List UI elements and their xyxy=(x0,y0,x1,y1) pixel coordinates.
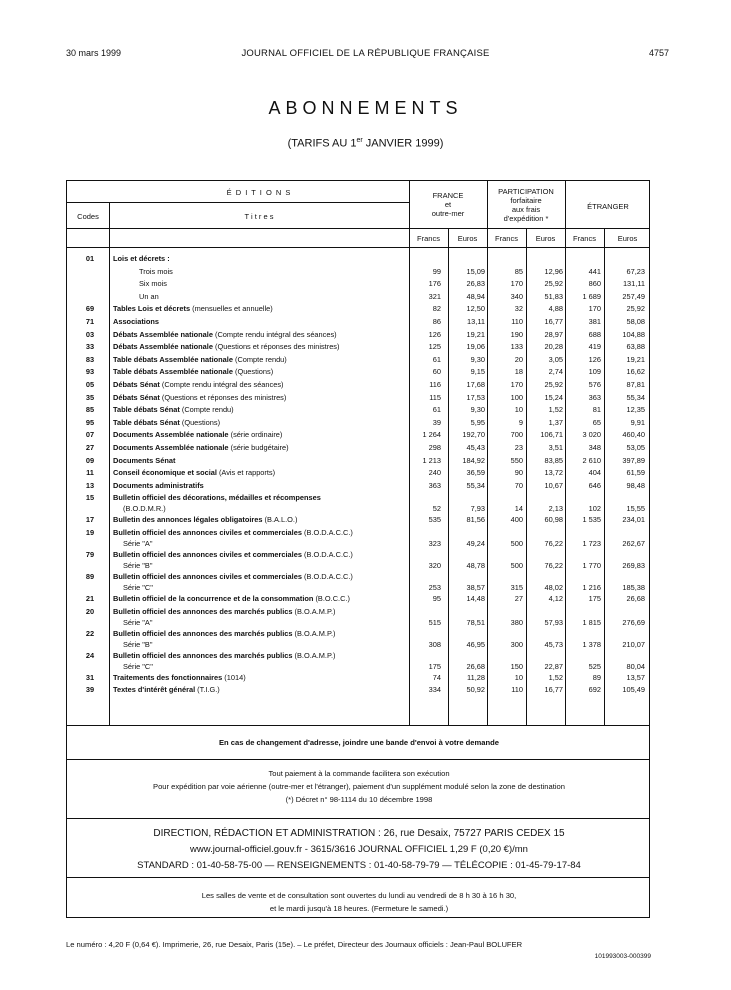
row-value: 16,77 xyxy=(544,685,563,695)
row-code: 69 xyxy=(85,304,95,314)
table-row xyxy=(67,404,651,417)
row-code: 39 xyxy=(85,685,95,695)
row-code: 89 xyxy=(85,572,95,581)
row-value: 110 xyxy=(511,317,523,326)
row-value: 18 xyxy=(514,367,523,377)
row-value: 234,01 xyxy=(622,515,645,525)
page-subtitle: (TARIFS AU 1er JANVIER 1999) xyxy=(287,137,444,150)
row-value: 15,55 xyxy=(626,504,645,514)
unit-header: Euros xyxy=(617,234,638,243)
row-value: 348 xyxy=(588,443,601,452)
row-value: 190 xyxy=(510,329,523,339)
phone-line: STANDARD : 01-40-58-75-00 — RENSEIGNEMENTS : 01-40-58-79-79 — TÉLÉCOPIE : 01-45-79-17-84 xyxy=(137,860,581,871)
row-value: 535 xyxy=(428,515,441,525)
row-value: 102 xyxy=(588,504,601,514)
row-title: Bulletin officiel des annonces civiles et commerciales (B.O.D.A.C.C.) Série "C" xyxy=(113,572,353,592)
row-value: 48,02 xyxy=(544,583,563,592)
participation-header: PARTICIPATION forfaitaire aux frais d'expédition * xyxy=(498,187,554,223)
row-value: 104,88 xyxy=(622,329,645,339)
row-value: 419 xyxy=(588,342,601,352)
row-value: 860 xyxy=(588,279,601,289)
table-row xyxy=(67,571,651,593)
row-value: 253 xyxy=(428,583,441,592)
row-value: 185,38 xyxy=(622,583,645,592)
row-value: 98,48 xyxy=(626,480,645,490)
row-value: 100 xyxy=(510,392,523,402)
row-value: 85 xyxy=(514,266,523,276)
table-row xyxy=(67,329,651,342)
row-value: 110 xyxy=(511,685,523,695)
divider xyxy=(67,202,409,203)
row-value: 16,77 xyxy=(544,317,563,326)
row-value: 87,81 xyxy=(626,380,645,389)
unit-header: Francs xyxy=(573,234,596,243)
row-value: 700 xyxy=(510,430,523,440)
codes-header: Codes xyxy=(77,212,99,221)
header-journal-title: JOURNAL OFFICIEL DE LA RÉPUBLIQUE FRANÇAISE xyxy=(241,48,490,59)
row-value: 210,07 xyxy=(622,639,645,649)
row-code: 21 xyxy=(85,594,95,603)
unit-header: Francs xyxy=(495,234,518,243)
row-title: Débats Sénat (Questions et réponses des ministres) xyxy=(113,392,287,402)
row-value: 13,57 xyxy=(626,672,645,682)
row-value: 46,95 xyxy=(466,639,485,649)
row-value: 13,72 xyxy=(544,468,563,478)
row-value: 81,56 xyxy=(466,515,485,525)
row-value: 1 723 xyxy=(582,539,601,548)
divider xyxy=(67,818,649,819)
table-row xyxy=(67,278,651,291)
divider xyxy=(67,877,649,878)
table-row xyxy=(67,593,651,606)
unit-header: Francs xyxy=(417,234,440,243)
row-value: 3,05 xyxy=(548,354,563,364)
row-value: 60,98 xyxy=(544,515,563,525)
row-value: 63,88 xyxy=(626,342,645,352)
row-value: 39 xyxy=(432,417,441,427)
row-title: Documents Sénat xyxy=(113,455,176,465)
row-value: 176 xyxy=(428,279,441,289)
row-title: Bulletin officiel des décorations, médailles et récompenses (B.O.D.M.R.) xyxy=(113,493,321,514)
table-row xyxy=(67,379,651,392)
row-value: 81 xyxy=(592,405,601,415)
table-row xyxy=(67,354,651,367)
row-title: Bulletin officiel des annonces civiles et commerciales (B.O.D.A.C.C.) Série "A" xyxy=(113,528,353,548)
row-value: 19,21 xyxy=(626,354,645,364)
row-value: 16,62 xyxy=(626,367,645,377)
row-value: 192,70 xyxy=(462,430,485,440)
row-value: 323 xyxy=(428,539,441,548)
row-value: 12,50 xyxy=(466,304,485,314)
row-value: 99 xyxy=(432,266,441,276)
row-value: 19,21 xyxy=(466,329,485,339)
row-value: 4,12 xyxy=(548,594,563,603)
row-value: 126 xyxy=(428,329,441,339)
row-value: 49,24 xyxy=(466,539,485,548)
row-value: 67,23 xyxy=(626,266,645,276)
row-value: 4,88 xyxy=(548,304,563,314)
row-value: 126 xyxy=(588,354,601,364)
row-value: 25,92 xyxy=(544,279,563,289)
row-title: Six mois xyxy=(139,279,167,289)
row-value: 334 xyxy=(428,685,441,695)
row-value: 28,97 xyxy=(544,329,563,339)
sales-hours: Les salles de vente et de consultation sont ouvertes du lundi au vendredi de 8 h 30 à 16 h 30, xyxy=(201,891,517,900)
header-date: 30 mars 1999 xyxy=(66,48,122,58)
row-code: 13 xyxy=(85,480,95,490)
row-value: 3 020 xyxy=(582,430,601,440)
row-title: Conseil économique et social (Avis et rapports) xyxy=(113,468,276,478)
row-title: Bulletin officiel des annonces des marchés publics (B.O.A.M.P.) Série "A" xyxy=(113,606,336,627)
row-code: 35 xyxy=(85,392,95,402)
row-value: 525 xyxy=(588,661,601,671)
row-value: 257,49 xyxy=(622,291,645,301)
row-value: 1 216 xyxy=(582,583,601,592)
row-value: 50,92 xyxy=(466,685,485,695)
table-row xyxy=(67,606,651,628)
row-value: 14,48 xyxy=(466,594,485,603)
row-value: 397,89 xyxy=(622,455,645,465)
row-value: 131,11 xyxy=(622,279,645,289)
row-value: 74 xyxy=(432,672,441,682)
row-value: 48,78 xyxy=(466,561,485,570)
table-row xyxy=(67,253,651,266)
row-code: 33 xyxy=(85,342,95,352)
table-row xyxy=(67,392,651,405)
table-row xyxy=(67,366,651,379)
row-value: 500 xyxy=(510,561,523,570)
row-code: 31 xyxy=(85,672,95,682)
row-value: 5,95 xyxy=(470,417,485,427)
row-value: 13,11 xyxy=(467,317,485,326)
row-value: 170 xyxy=(510,380,523,389)
row-value: 125 xyxy=(428,342,441,352)
row-code: 03 xyxy=(85,329,95,339)
row-value: 1 535 xyxy=(582,515,601,525)
row-title: Bulletin officiel des annonces des marchés publics (B.O.A.M.P.) Série "B" xyxy=(113,628,336,649)
row-value: 90 xyxy=(514,468,523,478)
direction-address: DIRECTION, RÉDACTION ET ADMINISTRATION : 26, rue Desaix, 75727 PARIS CEDEX 15 xyxy=(153,828,565,839)
table-row xyxy=(67,341,651,354)
row-code: 95 xyxy=(85,417,95,427)
row-value: 23 xyxy=(514,443,523,452)
payment-notice: Tout paiement à la commande facilitera son exécution xyxy=(268,769,450,778)
row-title: Table débats Sénat (Questions) xyxy=(113,417,221,427)
row-title: Lois et décrets : xyxy=(113,254,170,263)
row-value: 9,30 xyxy=(470,354,485,364)
row-value: 184,92 xyxy=(462,455,485,465)
row-value: 1 213 xyxy=(422,455,441,465)
row-value: 80,04 xyxy=(626,661,645,671)
row-title: Documents Assemblée nationale (série ordinaire) xyxy=(113,430,283,440)
row-value: 12,35 xyxy=(626,405,645,415)
row-value: 688 xyxy=(588,329,601,339)
row-value: 321 xyxy=(428,291,441,301)
row-value: 53,05 xyxy=(626,443,645,452)
row-value: 175 xyxy=(588,594,601,603)
row-value: 1 815 xyxy=(582,617,601,627)
row-value: 9 xyxy=(518,417,523,427)
decree-notice: (*) Décret n° 98-1114 du 10 décembre 1998 xyxy=(285,795,433,804)
row-value: 400 xyxy=(510,515,523,525)
row-value: 9,91 xyxy=(630,417,645,427)
row-title: Traitements des fonctionnaires (1014) xyxy=(113,672,246,682)
table-row xyxy=(67,455,651,468)
row-value: 10,67 xyxy=(544,480,563,490)
table-row xyxy=(67,467,651,480)
page-number: 4757 xyxy=(648,48,669,58)
page-title: ABONNEMENTS xyxy=(268,98,463,118)
row-value: 363 xyxy=(588,392,601,402)
row-value: 298 xyxy=(428,443,441,452)
table-row xyxy=(67,628,651,650)
row-value: 1,52 xyxy=(548,405,563,415)
row-code: 79 xyxy=(85,550,95,559)
row-value: 26,68 xyxy=(466,661,485,671)
table-row xyxy=(67,527,651,549)
row-value: 25,92 xyxy=(544,380,563,389)
etranger-header: ÉTRANGER xyxy=(587,202,629,211)
row-title: Documents Assemblée nationale (série budgétaire) xyxy=(113,443,289,452)
row-value: 82 xyxy=(432,304,441,314)
row-value: 150 xyxy=(510,661,523,671)
divider xyxy=(67,725,649,726)
row-code: 07 xyxy=(85,430,95,440)
row-value: 12,96 xyxy=(544,266,563,276)
row-value: 380 xyxy=(510,617,523,627)
row-value: 48,94 xyxy=(466,291,485,301)
row-value: 70 xyxy=(514,480,523,490)
row-value: 2,74 xyxy=(548,367,563,377)
row-code: 15 xyxy=(85,493,95,503)
row-value: 170 xyxy=(588,304,601,314)
row-value: 14 xyxy=(514,504,523,514)
table-row xyxy=(67,492,651,514)
row-value: 340 xyxy=(510,291,523,301)
row-value: 26,68 xyxy=(626,594,645,603)
row-value: 36,59 xyxy=(466,468,485,478)
row-value: 65 xyxy=(592,417,601,427)
row-value: 175 xyxy=(428,661,441,671)
row-code: 93 xyxy=(85,367,95,377)
row-value: 76,22 xyxy=(544,561,563,570)
row-value: 83,85 xyxy=(544,455,563,465)
row-value: 17,68 xyxy=(466,380,485,389)
row-value: 240 xyxy=(428,468,441,478)
table-row xyxy=(67,480,651,493)
table-row xyxy=(67,672,651,685)
row-code: 85 xyxy=(85,405,95,415)
table-row xyxy=(67,442,651,455)
row-value: 51,83 xyxy=(544,291,563,301)
row-title: Table débats Assemblée nationale (Compte rendu) xyxy=(113,354,287,364)
row-code: 17 xyxy=(85,515,95,525)
row-title: Bulletin officiel des annonces civiles et commerciales (B.O.D.A.C.C.) Série "B" xyxy=(113,550,353,570)
table-row xyxy=(67,417,651,430)
row-value: 86 xyxy=(432,317,441,326)
row-title: Table débats Sénat (Compte rendu) xyxy=(113,405,234,415)
row-value: 363 xyxy=(428,480,441,490)
row-value: 61 xyxy=(432,354,441,364)
row-value: 404 xyxy=(588,468,601,478)
row-value: 89 xyxy=(592,672,601,682)
row-value: 308 xyxy=(428,639,441,649)
row-value: 20 xyxy=(514,354,523,364)
row-value: 95 xyxy=(432,594,441,603)
row-code: 19 xyxy=(85,528,95,537)
table-row xyxy=(67,429,651,442)
row-value: 2 610 xyxy=(582,455,601,465)
row-value: 9,30 xyxy=(470,405,485,415)
row-code: 05 xyxy=(85,380,95,389)
table-row xyxy=(67,549,651,571)
table-row xyxy=(67,291,651,304)
table-row xyxy=(67,650,651,672)
row-code: 01 xyxy=(85,254,95,263)
row-value: 10 xyxy=(514,405,523,415)
row-value: 9,15 xyxy=(470,367,485,377)
row-value: 52 xyxy=(432,504,441,514)
row-value: 15,24 xyxy=(544,392,563,402)
row-code: 27 xyxy=(85,443,95,452)
divider xyxy=(67,228,649,229)
row-value: 106,71 xyxy=(540,430,563,440)
row-value: 315 xyxy=(510,583,523,592)
row-value: 25,92 xyxy=(626,304,645,314)
row-value: 262,67 xyxy=(622,539,645,548)
row-value: 1 689 xyxy=(582,291,601,301)
row-value: 1,37 xyxy=(548,417,563,427)
row-value: 576 xyxy=(588,380,601,389)
row-value: 61,59 xyxy=(626,468,645,478)
row-value: 2,13 xyxy=(548,504,563,514)
row-title: Un an xyxy=(139,291,159,301)
divider xyxy=(67,759,649,760)
row-value: 7,93 xyxy=(470,504,485,514)
row-value: 500 xyxy=(510,539,523,548)
row-value: 78,51 xyxy=(466,617,485,627)
divider xyxy=(67,247,649,248)
row-value: 60 xyxy=(432,367,441,377)
row-value: 15,09 xyxy=(466,266,485,276)
row-value: 441 xyxy=(588,266,601,276)
row-value: 76,22 xyxy=(544,539,563,548)
row-title: Débats Assemblée nationale (Questions et réponses des ministres) xyxy=(113,342,340,352)
unit-header: Euros xyxy=(457,234,478,243)
row-value: 300 xyxy=(510,639,523,649)
row-value: 133 xyxy=(510,342,523,352)
row-value: 3,51 xyxy=(548,443,563,452)
row-value: 32 xyxy=(514,304,523,314)
row-value: 170 xyxy=(510,279,523,289)
row-value: 105,49 xyxy=(622,685,645,695)
row-code: 71 xyxy=(85,317,95,326)
row-title: Associations xyxy=(113,317,160,326)
row-title: Tables Lois et décrets (mensuelles et annuelle) xyxy=(113,304,273,314)
table-row xyxy=(67,316,651,329)
table-row xyxy=(67,684,651,697)
row-value: 276,69 xyxy=(622,617,645,627)
row-value: 11,28 xyxy=(467,672,485,682)
row-value: 1 770 xyxy=(582,561,601,570)
table-row xyxy=(67,266,651,279)
row-title: Bulletin officiel de la concurrence et de la consommation (B.O.C.C.) xyxy=(113,594,350,603)
row-value: 1 264 xyxy=(422,430,441,440)
row-value: 58,08 xyxy=(626,317,645,326)
row-value: 17,53 xyxy=(466,392,485,402)
row-value: 381 xyxy=(588,317,601,326)
row-title: Débats Assemblée nationale (Compte rendu intégral des séances) xyxy=(113,329,337,339)
airmail-notice: Pour expédition par voie aérienne (outre-mer et l'étranger), paiement d'un supplément modulé selon la zone de destination xyxy=(153,782,565,791)
row-value: 19,06 xyxy=(466,342,485,352)
row-value: 45,73 xyxy=(544,639,563,649)
row-value: 320 xyxy=(428,561,441,570)
row-value: 1,52 xyxy=(548,672,563,682)
row-title: Bulletin officiel des annonces des marchés publics (B.O.A.M.P.) Série "C" xyxy=(113,650,336,671)
row-value: 692 xyxy=(588,685,601,695)
row-code: 83 xyxy=(85,354,95,364)
row-value: 1 378 xyxy=(582,639,601,649)
row-value: 109 xyxy=(588,367,601,377)
row-value: 38,57 xyxy=(466,583,485,592)
row-value: 61 xyxy=(432,405,441,415)
row-code: 22 xyxy=(85,628,95,638)
row-code: 09 xyxy=(85,455,95,465)
row-value: 22,87 xyxy=(544,661,563,671)
row-title: Table débats Assemblée nationale (Questions) xyxy=(113,367,274,377)
row-value: 20,28 xyxy=(544,342,563,352)
row-title: Débats Sénat (Compte rendu intégral des séances) xyxy=(113,380,284,389)
address-change-notice: En cas de changement d'adresse, joindre une bande d'envoi à votre demande xyxy=(218,738,500,747)
row-title: Documents administratifs xyxy=(113,480,204,490)
row-title: Bulletin des annonces légales obligatoires (B.A.L.O.) xyxy=(113,515,298,525)
row-title: Trois mois xyxy=(139,266,173,276)
row-code: 20 xyxy=(85,606,95,616)
row-value: 55,34 xyxy=(626,392,645,402)
row-value: 269,83 xyxy=(622,561,645,570)
tariff-table xyxy=(66,180,650,918)
row-value: 460,40 xyxy=(622,430,645,440)
row-value: 115 xyxy=(429,392,441,402)
row-value: 646 xyxy=(588,480,601,490)
row-code: 11 xyxy=(86,468,94,478)
row-value: 10 xyxy=(514,672,523,682)
row-value: 45,43 xyxy=(466,443,485,452)
row-value: 26,83 xyxy=(466,279,485,289)
colophon: Le numéro : 4,20 F (0,64 €). Imprimerie, 26, rue Desaix, Paris (15e). – Le préfet, Directeur des Journaux officiels : Jean-Paul BOLUFER xyxy=(66,940,523,949)
table-row xyxy=(67,514,651,527)
unit-header: Euros xyxy=(535,234,556,243)
row-code: 24 xyxy=(85,650,95,660)
row-value: 515 xyxy=(428,617,441,627)
row-value: 116 xyxy=(429,380,441,389)
row-value: 27 xyxy=(514,594,523,603)
row-value: 57,93 xyxy=(544,617,563,627)
table-row xyxy=(67,303,651,316)
document-reference: 101993003-000399 xyxy=(594,953,651,960)
row-value: 55,34 xyxy=(466,480,485,490)
france-header: FRANCE et outre-mer xyxy=(431,191,465,218)
sales-hours-tuesday: et le mardi jusqu'à 18 heures. (Fermeture le samedi.) xyxy=(269,904,449,913)
row-title: Textes d'intérêt général (T.I.G.) xyxy=(113,685,220,695)
website-line: www.journal-officiel.gouv.fr - 3615/3616 JOURNAL OFFICIEL 1,29 F (0,20 €)/mn xyxy=(190,844,528,855)
titres-header: T i t r e s xyxy=(244,212,274,221)
row-value: 550 xyxy=(510,455,523,465)
editions-header: É D I T I O N S xyxy=(226,188,292,197)
